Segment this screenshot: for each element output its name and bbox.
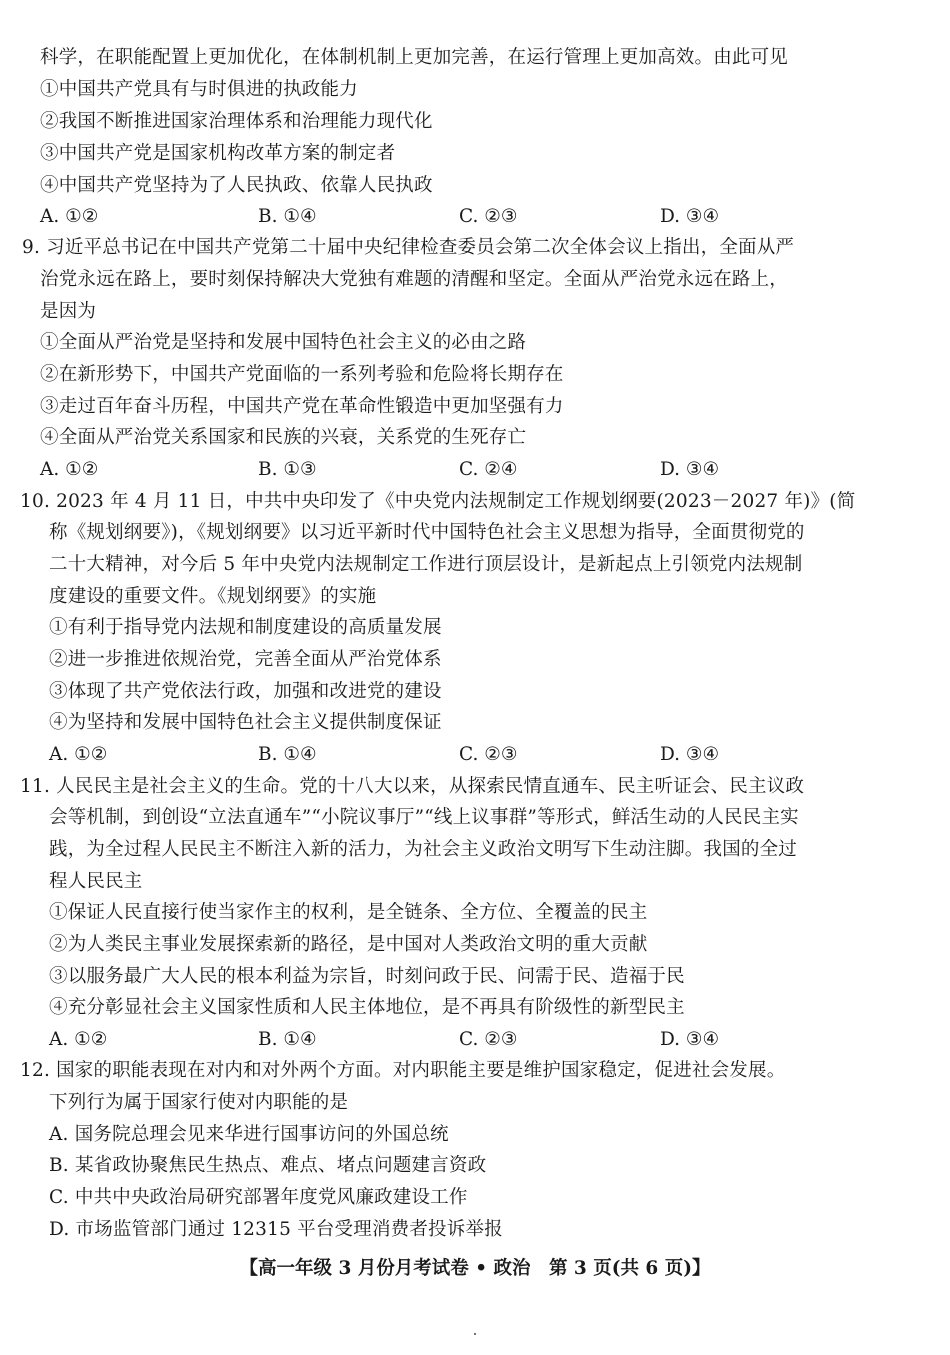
option-d: D. ③④ [660,206,720,227]
statement-item: ②我国不断推进国家治理体系和治理能力现代化 [40,111,433,132]
option-c: C. 中共中央政治局研究部署年度党风廉政建设工作 [49,1187,468,1208]
question-stem: 度建设的重要文件。《规划纲要》的实施 [49,586,377,607]
statement-item: ①有利于指导党内法规和制度建设的高质量发展 [49,617,442,638]
question-stem: 科学，在职能配置上更加优化，在体制机制上更加完善，在运行管理上更加高效。由此可见 [40,47,789,68]
option-c: C. ②③ [459,206,518,227]
statement-item: ③体现了共产党依法行政，加强和改进党的建设 [49,681,442,702]
statement-item: ①中国共产党具有与时俱进的执政能力 [40,79,358,100]
statement-item: ④为坚持和发展中国特色社会主义提供制度保证 [49,712,442,733]
option-a: A. ①② [49,744,108,765]
question-stem: 二十大精神，对今后 5 年中央党内法规制定工作进行顶层设计，是新起点上引领党内法规制 [49,554,803,575]
option-a: A. 国务院总理会见来华进行国事访问的外国总统 [49,1124,449,1145]
question-stem: 称《规划纲要》)，《规划纲要》以习近平新时代中国特色社会主义思想为指导，全面贯彻党的 [49,522,805,543]
option-b: B. ①④ [258,206,317,227]
option-c: C. ②③ [459,744,518,765]
question-stem: 践，为全过程人民民主不断注入新的活力，为社会主义政治文明写下生动注脚。我国的全过 [49,839,798,860]
statement-item: ③中国共产党是国家机构改革方案的制定者 [40,143,396,164]
option-d: D. ③④ [660,744,720,765]
question-stem: 下列行为属于国家行使对内职能的是 [49,1092,349,1113]
option-a: A. ①② [49,1029,108,1050]
statement-item: ③以服务最广大人民的根本利益为宗旨，时刻问政于民、问需于民、造福于民 [49,966,685,987]
statement-item: ②在新形势下，中国共产党面临的一系列考验和危险将长期存在 [40,364,564,385]
question-stem: 是因为 [40,301,97,322]
statement-item: ③走过百年奋斗历程，中国共产党在革命性锻造中更加坚强有力 [40,396,564,417]
question-stem: 程人民民主 [49,871,143,892]
option-d: D. ③④ [660,1029,720,1050]
statement-item: ④充分彰显社会主义国家性质和人民主体地位，是不再具有阶级性的新型民主 [49,997,685,1018]
option-c: C. ②③ [459,1029,518,1050]
option-b: B. ①④ [258,1029,317,1050]
page-footer: 【高一年级 3 月份月考试卷 • 政治 第 3 页(共 6 页)】 [239,1258,711,1279]
question-stem: 9. 习近平总书记在中国共产党第二十届中央纪律检查委员会第二次全体会议上指出，全面从严 [22,237,795,258]
question-stem: 10. 2023 年 4 月 11 日，中共中央印发了《中央党内法规制定工作规划纲要(2023－2027 年)》(简 [20,491,856,512]
statement-item: ①全面从严治党是坚持和发展中国特色社会主义的必由之路 [40,332,527,353]
statement-item: ①保证人民直接行使当家作主的权利，是全链条、全方位、全覆盖的民主 [49,902,648,923]
question-stem: 会等机制，到创设“立法直通车”“小院议事厅”“线上议事群”等形式，鲜活生动的人民民主实 [49,807,799,828]
statement-item: ②进一步推进依规治党，完善全面从严治党体系 [49,649,442,670]
scan-speck [474,1333,476,1335]
statement-item: ④全面从严治党关系国家和民族的兴衰，关系党的生死存亡 [40,427,527,448]
question-stem: 11. 人民民主是社会主义的生命。党的十八大以来，从探索民情直通车、民主听证会、民主议政 [20,776,805,797]
option-b: B. ①④ [258,744,317,765]
question-stem: 治党永远在路上，要时刻保持解决大党独有难题的清醒和坚定。全面从严治党永远在路上， [40,269,789,290]
option-a: A. ①② [40,459,99,480]
statement-item: ④中国共产党坚持为了人民执政、依靠人民执政 [40,175,433,196]
option-a: A. ①② [40,206,99,227]
option-b: B. ①③ [258,459,317,480]
option-d: D. ③④ [660,459,720,480]
option-c: C. ②④ [459,459,518,480]
statement-item: ②为人类民主事业发展探索新的路径，是中国对人类政治文明的重大贡献 [49,934,648,955]
option-d: D. 市场监管部门通过 12315 平台受理消费者投诉举报 [49,1219,503,1240]
question-stem: 12. 国家的职能表现在对内和对外两个方面。对内职能主要是维护国家稳定，促进社会发展。 [20,1060,786,1081]
option-b: B. 某省政协聚焦民生热点、难点、堵点问题建言资政 [49,1155,487,1176]
